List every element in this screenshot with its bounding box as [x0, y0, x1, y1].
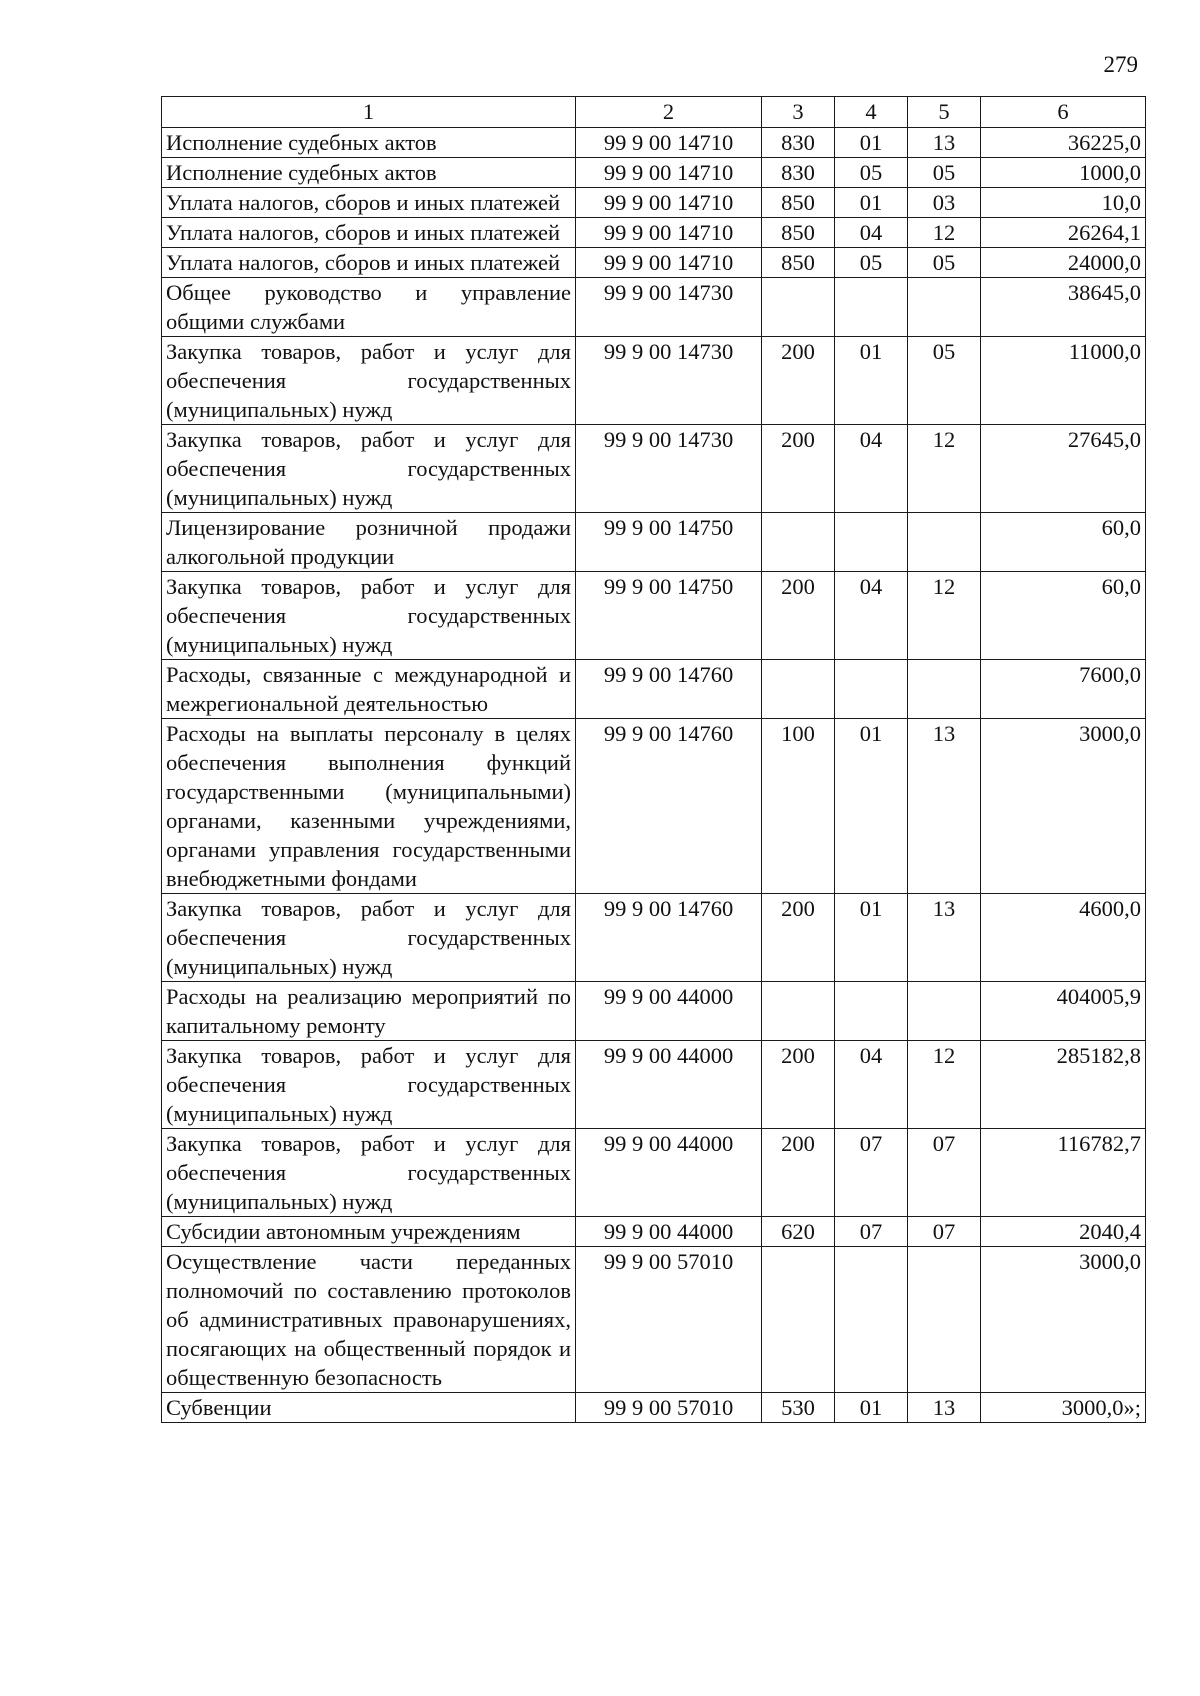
description-cell: Уплата налогов, сборов и иных платежей [162, 248, 576, 278]
subsection-cell: 12 [908, 1041, 981, 1129]
amount-cell: 2040,4 [981, 1217, 1146, 1247]
amount-cell: 1000,0 [981, 158, 1146, 188]
amount-cell: 7600,0 [981, 660, 1146, 719]
subsection-cell: 13 [908, 128, 981, 158]
table-row [162, 218, 1146, 248]
code-cell: 99 9 00 44000 [576, 1217, 762, 1247]
section-cell [835, 278, 908, 337]
description-cell: Закупка товаров, работ и услуг для обеспечения государственных (муниципальных) нужд [162, 1129, 576, 1217]
code-cell: 99 9 00 57010 [576, 1247, 762, 1393]
code-cell: 99 9 00 14750 [576, 513, 762, 572]
table-row [162, 660, 1146, 719]
amount-cell: 36225,0 [981, 128, 1146, 158]
table-row [162, 1393, 1146, 1423]
amount-cell: 3000,0 [981, 719, 1146, 894]
section-cell: 04 [835, 425, 908, 513]
code-cell: 99 9 00 14760 [576, 894, 762, 982]
section-cell [835, 982, 908, 1041]
page-number: 279 [1103, 52, 1138, 77]
column-header-5: 5 [908, 97, 981, 128]
amount-cell: 38645,0 [981, 278, 1146, 337]
subsection-cell: 12 [908, 218, 981, 248]
section-cell: 01 [835, 337, 908, 425]
description-cell: Общее руководство и управление общими службами [162, 278, 576, 337]
code-cell: 99 9 00 57010 [576, 1393, 762, 1423]
description-cell: Осуществление части переданных полномочий по составлению протоколов об административных правонарушениях, посягающих на общественный порядок и общественную безопасность [162, 1247, 576, 1393]
description-cell: Исполнение судебных актов [162, 128, 576, 158]
code-cell: 99 9 00 14710 [576, 248, 762, 278]
section-cell: 07 [835, 1129, 908, 1217]
expense-type-cell: 200 [762, 337, 835, 425]
subsection-cell: 12 [908, 425, 981, 513]
section-cell: 01 [835, 719, 908, 894]
description-cell: Субвенции [162, 1393, 576, 1423]
column-header-6: 6 [981, 97, 1146, 128]
table-row [162, 1129, 1146, 1217]
expense-type-cell: 850 [762, 188, 835, 218]
amount-cell: 404005,9 [981, 982, 1146, 1041]
expense-type-cell: 200 [762, 1041, 835, 1129]
expense-type-cell: 200 [762, 894, 835, 982]
description-cell: Закупка товаров, работ и услуг для обеспечения государственных (муниципальных) нужд [162, 425, 576, 513]
expense-type-cell: 830 [762, 158, 835, 188]
section-cell: 05 [835, 248, 908, 278]
code-cell: 99 9 00 14760 [576, 660, 762, 719]
code-cell: 99 9 00 14710 [576, 218, 762, 248]
amount-cell: 3000,0 [981, 1247, 1146, 1393]
description-cell: Закупка товаров, работ и услуг для обеспечения государственных (муниципальных) нужд [162, 1041, 576, 1129]
section-cell: 01 [835, 1393, 908, 1423]
code-cell: 99 9 00 44000 [576, 982, 762, 1041]
expense-type-cell: 200 [762, 425, 835, 513]
table-row [162, 572, 1146, 660]
header-row [162, 97, 1146, 128]
description-cell: Расходы на реализацию мероприятий по капитальному ремонту [162, 982, 576, 1041]
description-cell: Расходы на выплаты персоналу в целях обеспечения выполнения функций государственными (муниципальными) органами, казенными учреждениями, органами управления государственными внебюджетными фондами [162, 719, 576, 894]
expense-type-cell [762, 1247, 835, 1393]
expense-type-cell: 620 [762, 1217, 835, 1247]
description-cell: Исполнение судебных актов [162, 158, 576, 188]
column-header-3: 3 [762, 97, 835, 128]
description-cell: Уплата налогов, сборов и иных платежей [162, 188, 576, 218]
subsection-cell: 07 [908, 1217, 981, 1247]
subsection-cell: 13 [908, 719, 981, 894]
table-row [162, 894, 1146, 982]
expense-type-cell [762, 982, 835, 1041]
description-cell: Закупка товаров, работ и услуг для обеспечения государственных (муниципальных) нужд [162, 894, 576, 982]
amount-cell: 4600,0 [981, 894, 1146, 982]
table-row [162, 337, 1146, 425]
column-header-1: 1 [162, 97, 576, 128]
expense-type-cell [762, 513, 835, 572]
amount-cell: 116782,7 [981, 1129, 1146, 1217]
column-header-2: 2 [576, 97, 762, 128]
section-cell: 04 [835, 1041, 908, 1129]
subsection-cell: 05 [908, 337, 981, 425]
expense-type-cell: 100 [762, 719, 835, 894]
amount-cell: 60,0 [981, 572, 1146, 660]
code-cell: 99 9 00 14750 [576, 572, 762, 660]
description-cell: Расходы, связанные с международной и межрегиональной деятельностью [162, 660, 576, 719]
table-row [162, 513, 1146, 572]
section-cell [835, 1247, 908, 1393]
section-cell [835, 513, 908, 572]
table-row [162, 248, 1146, 278]
section-cell: 05 [835, 158, 908, 188]
subsection-cell: 13 [908, 1393, 981, 1423]
code-cell: 99 9 00 14730 [576, 278, 762, 337]
amount-cell: 285182,8 [981, 1041, 1146, 1129]
expense-type-cell: 200 [762, 1129, 835, 1217]
expense-type-cell: 200 [762, 572, 835, 660]
table-row [162, 425, 1146, 513]
table-row [162, 278, 1146, 337]
amount-cell: 10,0 [981, 188, 1146, 218]
code-cell: 99 9 00 14730 [576, 425, 762, 513]
subsection-cell: 12 [908, 572, 981, 660]
subsection-cell [908, 660, 981, 719]
column-header-4: 4 [835, 97, 908, 128]
table-row [162, 1247, 1146, 1393]
table-row [162, 1217, 1146, 1247]
expense-type-cell: 850 [762, 218, 835, 248]
description-cell: Уплата налогов, сборов и иных платежей [162, 218, 576, 248]
code-cell: 99 9 00 14710 [576, 158, 762, 188]
table-row [162, 982, 1146, 1041]
budget-table [161, 96, 1146, 1423]
subsection-cell: 05 [908, 158, 981, 188]
expense-type-cell [762, 278, 835, 337]
amount-cell: 26264,1 [981, 218, 1146, 248]
amount-cell: 60,0 [981, 513, 1146, 572]
section-cell: 01 [835, 128, 908, 158]
description-cell: Лицензирование розничной продажи алкогольной продукции [162, 513, 576, 572]
table-row [162, 158, 1146, 188]
amount-cell: 27645,0 [981, 425, 1146, 513]
description-cell: Субсидии автономным учреждениям [162, 1217, 576, 1247]
section-cell: 01 [835, 894, 908, 982]
description-cell: Закупка товаров, работ и услуг для обеспечения государственных (муниципальных) нужд [162, 572, 576, 660]
expense-type-cell: 830 [762, 128, 835, 158]
expense-type-cell: 850 [762, 248, 835, 278]
amount-cell: 3000,0»; [981, 1393, 1146, 1423]
table-row [162, 128, 1146, 158]
section-cell: 04 [835, 218, 908, 248]
code-cell: 99 9 00 44000 [576, 1129, 762, 1217]
section-cell: 07 [835, 1217, 908, 1247]
subsection-cell [908, 278, 981, 337]
section-cell: 04 [835, 572, 908, 660]
table-row [162, 719, 1146, 894]
subsection-cell: 03 [908, 188, 981, 218]
code-cell: 99 9 00 44000 [576, 1041, 762, 1129]
code-cell: 99 9 00 14710 [576, 188, 762, 218]
subsection-cell [908, 1247, 981, 1393]
expense-type-cell: 530 [762, 1393, 835, 1423]
table-row [162, 1041, 1146, 1129]
subsection-cell [908, 513, 981, 572]
code-cell: 99 9 00 14730 [576, 337, 762, 425]
table-row [162, 188, 1146, 218]
description-cell: Закупка товаров, работ и услуг для обеспечения государственных (муниципальных) нужд [162, 337, 576, 425]
subsection-cell: 07 [908, 1129, 981, 1217]
subsection-cell: 13 [908, 894, 981, 982]
amount-cell: 11000,0 [981, 337, 1146, 425]
subsection-cell [908, 982, 981, 1041]
code-cell: 99 9 00 14760 [576, 719, 762, 894]
section-cell: 01 [835, 188, 908, 218]
section-cell [835, 660, 908, 719]
code-cell: 99 9 00 14710 [576, 128, 762, 158]
subsection-cell: 05 [908, 248, 981, 278]
amount-cell: 24000,0 [981, 248, 1146, 278]
expense-type-cell [762, 660, 835, 719]
